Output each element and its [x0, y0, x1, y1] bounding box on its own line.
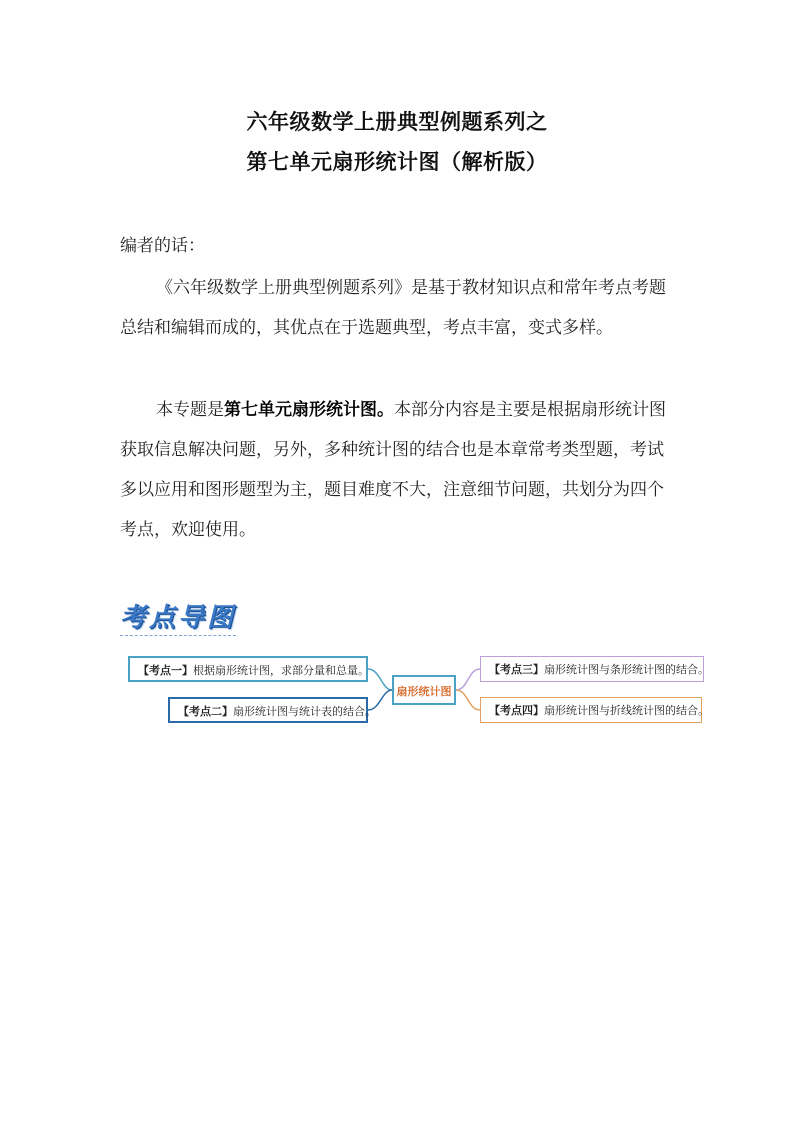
mindmap-center-node: 扇形统计图	[392, 675, 456, 705]
node-tag: 【考点二】	[178, 705, 233, 718]
mindmap-node-kaodian-3	[480, 656, 709, 682]
node-tag: 【考点三】	[489, 663, 544, 676]
mindmap-heading: 考点导图	[120, 597, 236, 636]
preface-paragraph-1: 《六年级数学上册典型例题系列》是基于教材知识点和常年考点考题总结和编辑而成的，其优点在于选题典型，考点丰富，变式多样。	[120, 278, 666, 338]
preface-paragraph-2	[120, 390, 680, 550]
node-tag: 【考点一】	[138, 664, 193, 677]
mindmap-node-kaodian-4	[480, 697, 709, 723]
document-title-line1: 六年级数学上册典型例题系列之	[246, 110, 548, 134]
topic-highlight: 第七单元扇形统计图。	[224, 400, 394, 420]
connector-node1	[368, 669, 392, 690]
mindmap-node-kaodian-2	[168, 697, 376, 723]
node-tag: 【考点四】	[489, 704, 544, 717]
node-text: 扇形统计图与统计表的结合。	[233, 705, 376, 718]
node-text: 根据扇形统计图，求部分量和总量。	[193, 664, 369, 677]
paragraph-text: 本部分内容是主要是根据扇形统计图获取信息解决问题，另外，多种统计图的结合也是本章常考类型题，考试多以应用和图形题型为主，题目难度不大，注意细节问题，共划分为四个考点，欢迎使用。	[120, 400, 666, 540]
connector-node4	[456, 690, 480, 710]
connector-node3	[456, 669, 480, 690]
mindmap-node-kaodian-1	[128, 656, 368, 682]
preface-heading: 编者的话：	[120, 236, 205, 256]
node-text: 扇形统计图与条形统计图的结合。	[544, 663, 709, 676]
document-title-line2: 第七单元扇形统计图（解析版）	[246, 150, 548, 174]
node-text: 扇形统计图与折线统计图的结合。	[544, 704, 709, 717]
paragraph-text: 本专题是	[156, 400, 224, 420]
